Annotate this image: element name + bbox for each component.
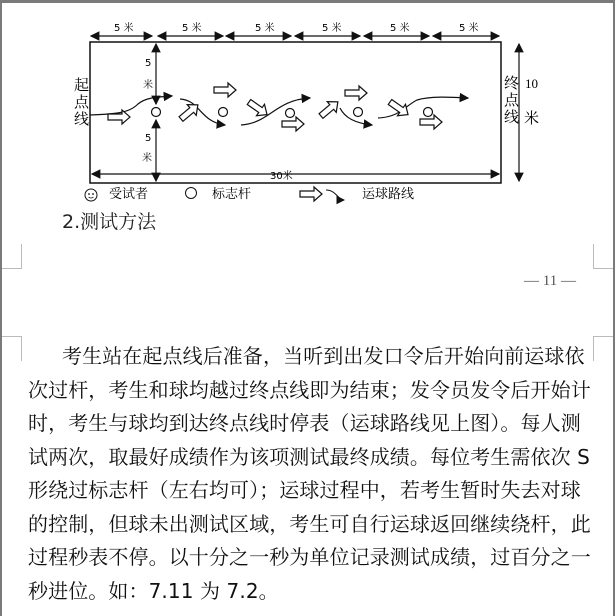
finish-line-label: 点: [504, 91, 520, 109]
paragraph-line: 的控制，但球未出测试区域，考生可自行运球返回继续绕杆，此: [28, 511, 591, 536]
dribble-course-diagram: [0, 0, 615, 240]
width-label: 10: [525, 76, 538, 91]
finish-line-label: 终: [504, 74, 520, 92]
finish-line-label: 线: [504, 108, 520, 126]
segment-label: 5 米: [322, 23, 342, 34]
paragraph-line: 次过杆，考生和球均越过终点线即为结束；发令员发令后开始计: [28, 377, 591, 402]
segment-label: 5 米: [182, 23, 202, 34]
section-title: 2.测试方法: [62, 211, 157, 233]
start-line-label: 线: [74, 110, 90, 128]
half-width-unit: 米: [143, 80, 153, 91]
legend-pole-label: 标志杆: [212, 187, 252, 202]
paragraph-line: 过程秒表不停。以十分之一秒为单位记录测试成绩，过百分之一: [28, 545, 591, 569]
legend-route-label: 运球路线: [362, 187, 415, 202]
segment-label: 5 米: [390, 23, 410, 34]
paragraph-line: 试两次，取最好成绩作为该项测试最终成绩。每位考生需依次 S: [28, 444, 590, 469]
width-unit: 米: [524, 109, 540, 127]
legend-examinee-label: 受试者: [109, 187, 149, 202]
segment-label: 5 米: [255, 23, 275, 34]
start-line-label: 点: [74, 93, 90, 111]
dribble-route: [90, 96, 468, 125]
half-width-number: 5: [145, 58, 152, 69]
test-method-paragraph: [28, 340, 603, 608]
half-width-number: 5: [145, 133, 152, 144]
legend: [85, 186, 414, 202]
start-line-label: 起: [74, 76, 90, 94]
segment-label: 5 米: [459, 23, 479, 34]
crop-mark: [593, 244, 613, 269]
segment-label: 5 米: [114, 23, 134, 34]
page-number: — 11 —: [524, 273, 576, 289]
paragraph-line: 考生站在起点线后准备，当听到出发口令后开始向前运球依: [62, 344, 585, 368]
crop-mark: [2, 244, 22, 269]
examinee-icon: [85, 189, 97, 201]
crop-mark: [2, 336, 22, 361]
route-arrow-icon: [300, 187, 344, 201]
direction-arrows: [108, 83, 442, 131]
length-label: 30米: [270, 171, 293, 182]
paragraph-line: 时，考生与球均到达终点线时停表（运球路线见上图）。每人测: [28, 411, 581, 435]
paragraph-line: 秒进位。如：7.11 为 7.2。: [28, 578, 279, 603]
half-width-unit: 米: [142, 153, 152, 164]
pole-icon: [186, 188, 197, 199]
paragraph-line: 形绕过标志杆（左右均可）；运球过程中，若考生暂时失去对球: [28, 478, 581, 502]
